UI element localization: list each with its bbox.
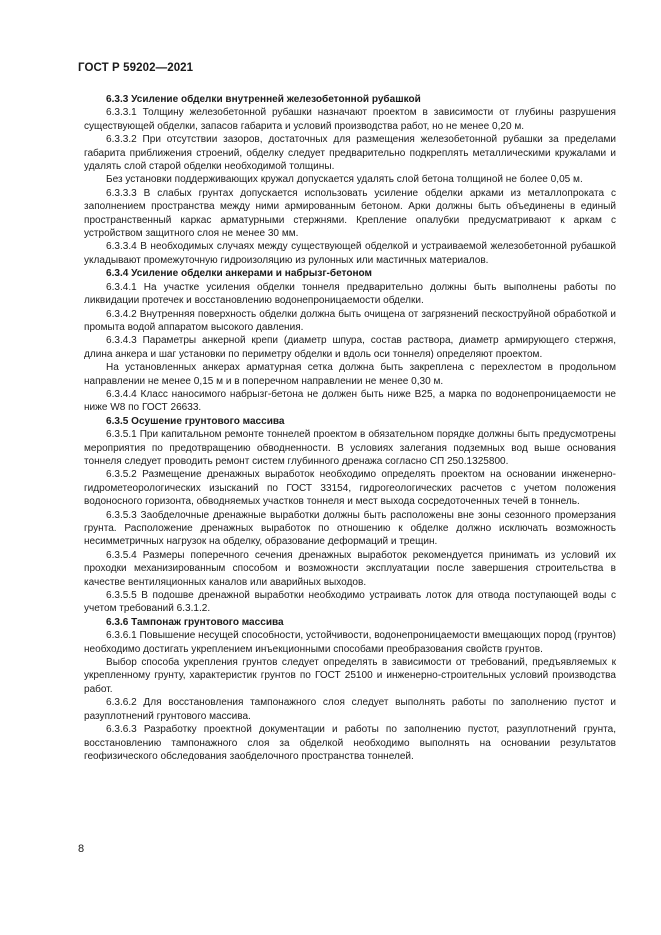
paragraph: На установленных анкерах арматурная сетка должна быть закреплена с перехлестом в продольном направлении не менее 0,15 м и в поперечном направлении не менее 0,30 м. xyxy=(84,362,616,387)
paragraph: 6.3.6.2 Для восстановления тампонажного слоя следует выполнять работы по заполнению пустот и разуплотнений грунтового массива. xyxy=(84,697,616,722)
paragraph: 6.3.6.3 Разработку проектной документации и работы по заполнению пустот, разуплотнений грунта, восстановлению тампонажного слоя за обделкой необходимо выполнять на основании результатов геофизического обследования заобделочного пространства тоннелей. xyxy=(84,724,616,762)
paragraph: Выбор способа укрепления грунтов следует определять в зависимости от требований, предъявляемых к укрепленному грунту, характеристик грунтов по ГОСТ 25100 и инженерно-строительных условий производства работ. xyxy=(84,657,616,695)
paragraph: 6.3.4.1 На участке усиления обделки тоннеля предварительно должны быть выполнены работы по ликвидации протечек и восстановлению водонепроницаемости обделки. xyxy=(84,281,616,307)
paragraph: 6.3.4.3 Параметры анкерной крепи (диаметр шпура, состав раствора, диаметр армирующего стержня, длина анкера и шаг установки по периметру обделки и вдоль оси тоннеля) определяют проектом. xyxy=(84,335,616,360)
paragraph: 6.3.5.1 При капитальном ремонте тоннелей проектом в обязательном порядке должны быть предусмотрены мероприятия по предотвращению обводненности. В условиях залегания подземных вод выше основания тоннеля следует проводить ремонт систем глубинного дренажа согласно СП 250.1325800. xyxy=(84,429,616,467)
paragraph: 6.3.5.2 Размещение дренажных выработок необходимо определять проектом на основании инженерно-гидрометеорологических изысканий по ГОСТ 33154, гидрогеологических расчетов с учетом положения водоносного горизонта, обводняемых участков тоннеля и мест выхода сосредоточенных течей в тоннель. xyxy=(84,469,616,508)
paragraph: 6.3.3.3 В слабых грунтах допускается использовать усиление обделки арками из металлопроката с заполнением пространства между ними армированным бетоном. Арки должны быть объединены в единый пространственный каркас арматурными стержнями. Крепление опалубки предусматривают к аркам с устройством защитного слоя не менее 30 мм. xyxy=(84,187,616,240)
paragraph: 6.3.3.4 В необходимых случаях между существующей обделкой и устраиваемой железобетонной рубашкой укладывают промежуточную гидроизоляцию из рулонных или мастичных материалов. xyxy=(84,241,616,266)
document-header: ГОСТ Р 59202—2021 xyxy=(78,62,194,74)
paragraph: 6.3.4.4 Класс наносимого набрызг-бетона не должен быть ниже В25, а марка по водонепроницаемости не ниже W8 по ГОСТ 26633. xyxy=(84,388,616,414)
section-heading: 6.3.6 Тампонаж грунтового массива xyxy=(106,616,284,628)
paragraph: 6.3.4.2 Внутренняя поверхность обделки должна быть очищена от загрязнений пескоструйной обработкой и промыта водой аппаратом высокого давления. xyxy=(84,308,616,333)
paragraph: 6.3.5.3 Заобделочные дренажные выработки должны быть расположены вне зоны сезонного промерзания грунта. Расположение дренажных выработок по отношению к обделке должно исключать возможность несимметричных нагрузок на обделку, образование деформаций и трещин. xyxy=(84,509,616,548)
document-body xyxy=(84,93,616,763)
section-heading: 6.3.5 Осушение грунтового массива xyxy=(106,415,285,427)
page-number: 8 xyxy=(78,843,85,855)
paragraph: 6.3.3.1 Толщину железобетонной рубашки назначают проектом в зависимости от глубины разрушения существующей обделки, запасов габарита и условий производства работ, но не менее 0,20 м. xyxy=(84,107,616,132)
paragraph: 6.3.5.5 В подошве дренажной выработки необходимо устраивать лоток для отвода поступающей воды с учетом требований 6.3.1.2. xyxy=(84,590,616,615)
paragraph: 6.3.3.2 При отсутствии зазоров, достаточных для размещения железобетонной рубашки за пределами габарита приближения строений, обделку следует предварительно подкреплять металлическими кружалами и удалять слой старой обделки необходимой толщины. xyxy=(84,134,616,173)
paragraph: Без установки поддерживающих кружал допускается удалять слой бетона толщиной не более 0,05 м. xyxy=(106,174,583,186)
section-heading: 6.3.4 Усиление обделки анкерами и набрызг-бетоном xyxy=(106,268,372,280)
paragraph: 6.3.5.4 Размеры поперечного сечения дренажных выработок рекомендуется принимать из условий их проходки механизированным способом и возможности эксплуатации после завершения строительства в качестве вентиляционных каналов или аварийных выходов. xyxy=(84,549,616,588)
section-heading: 6.3.3 Усиление обделки внутренней железобетонной рубашкой xyxy=(106,94,421,105)
paragraph: 6.3.6.1 Повышение несущей способности, устойчивости, водонепроницаемости вмещающих пород (грунтов) необходимо достигать укреплением инъекционными способами преобразования свойств грунтов. xyxy=(84,630,616,655)
